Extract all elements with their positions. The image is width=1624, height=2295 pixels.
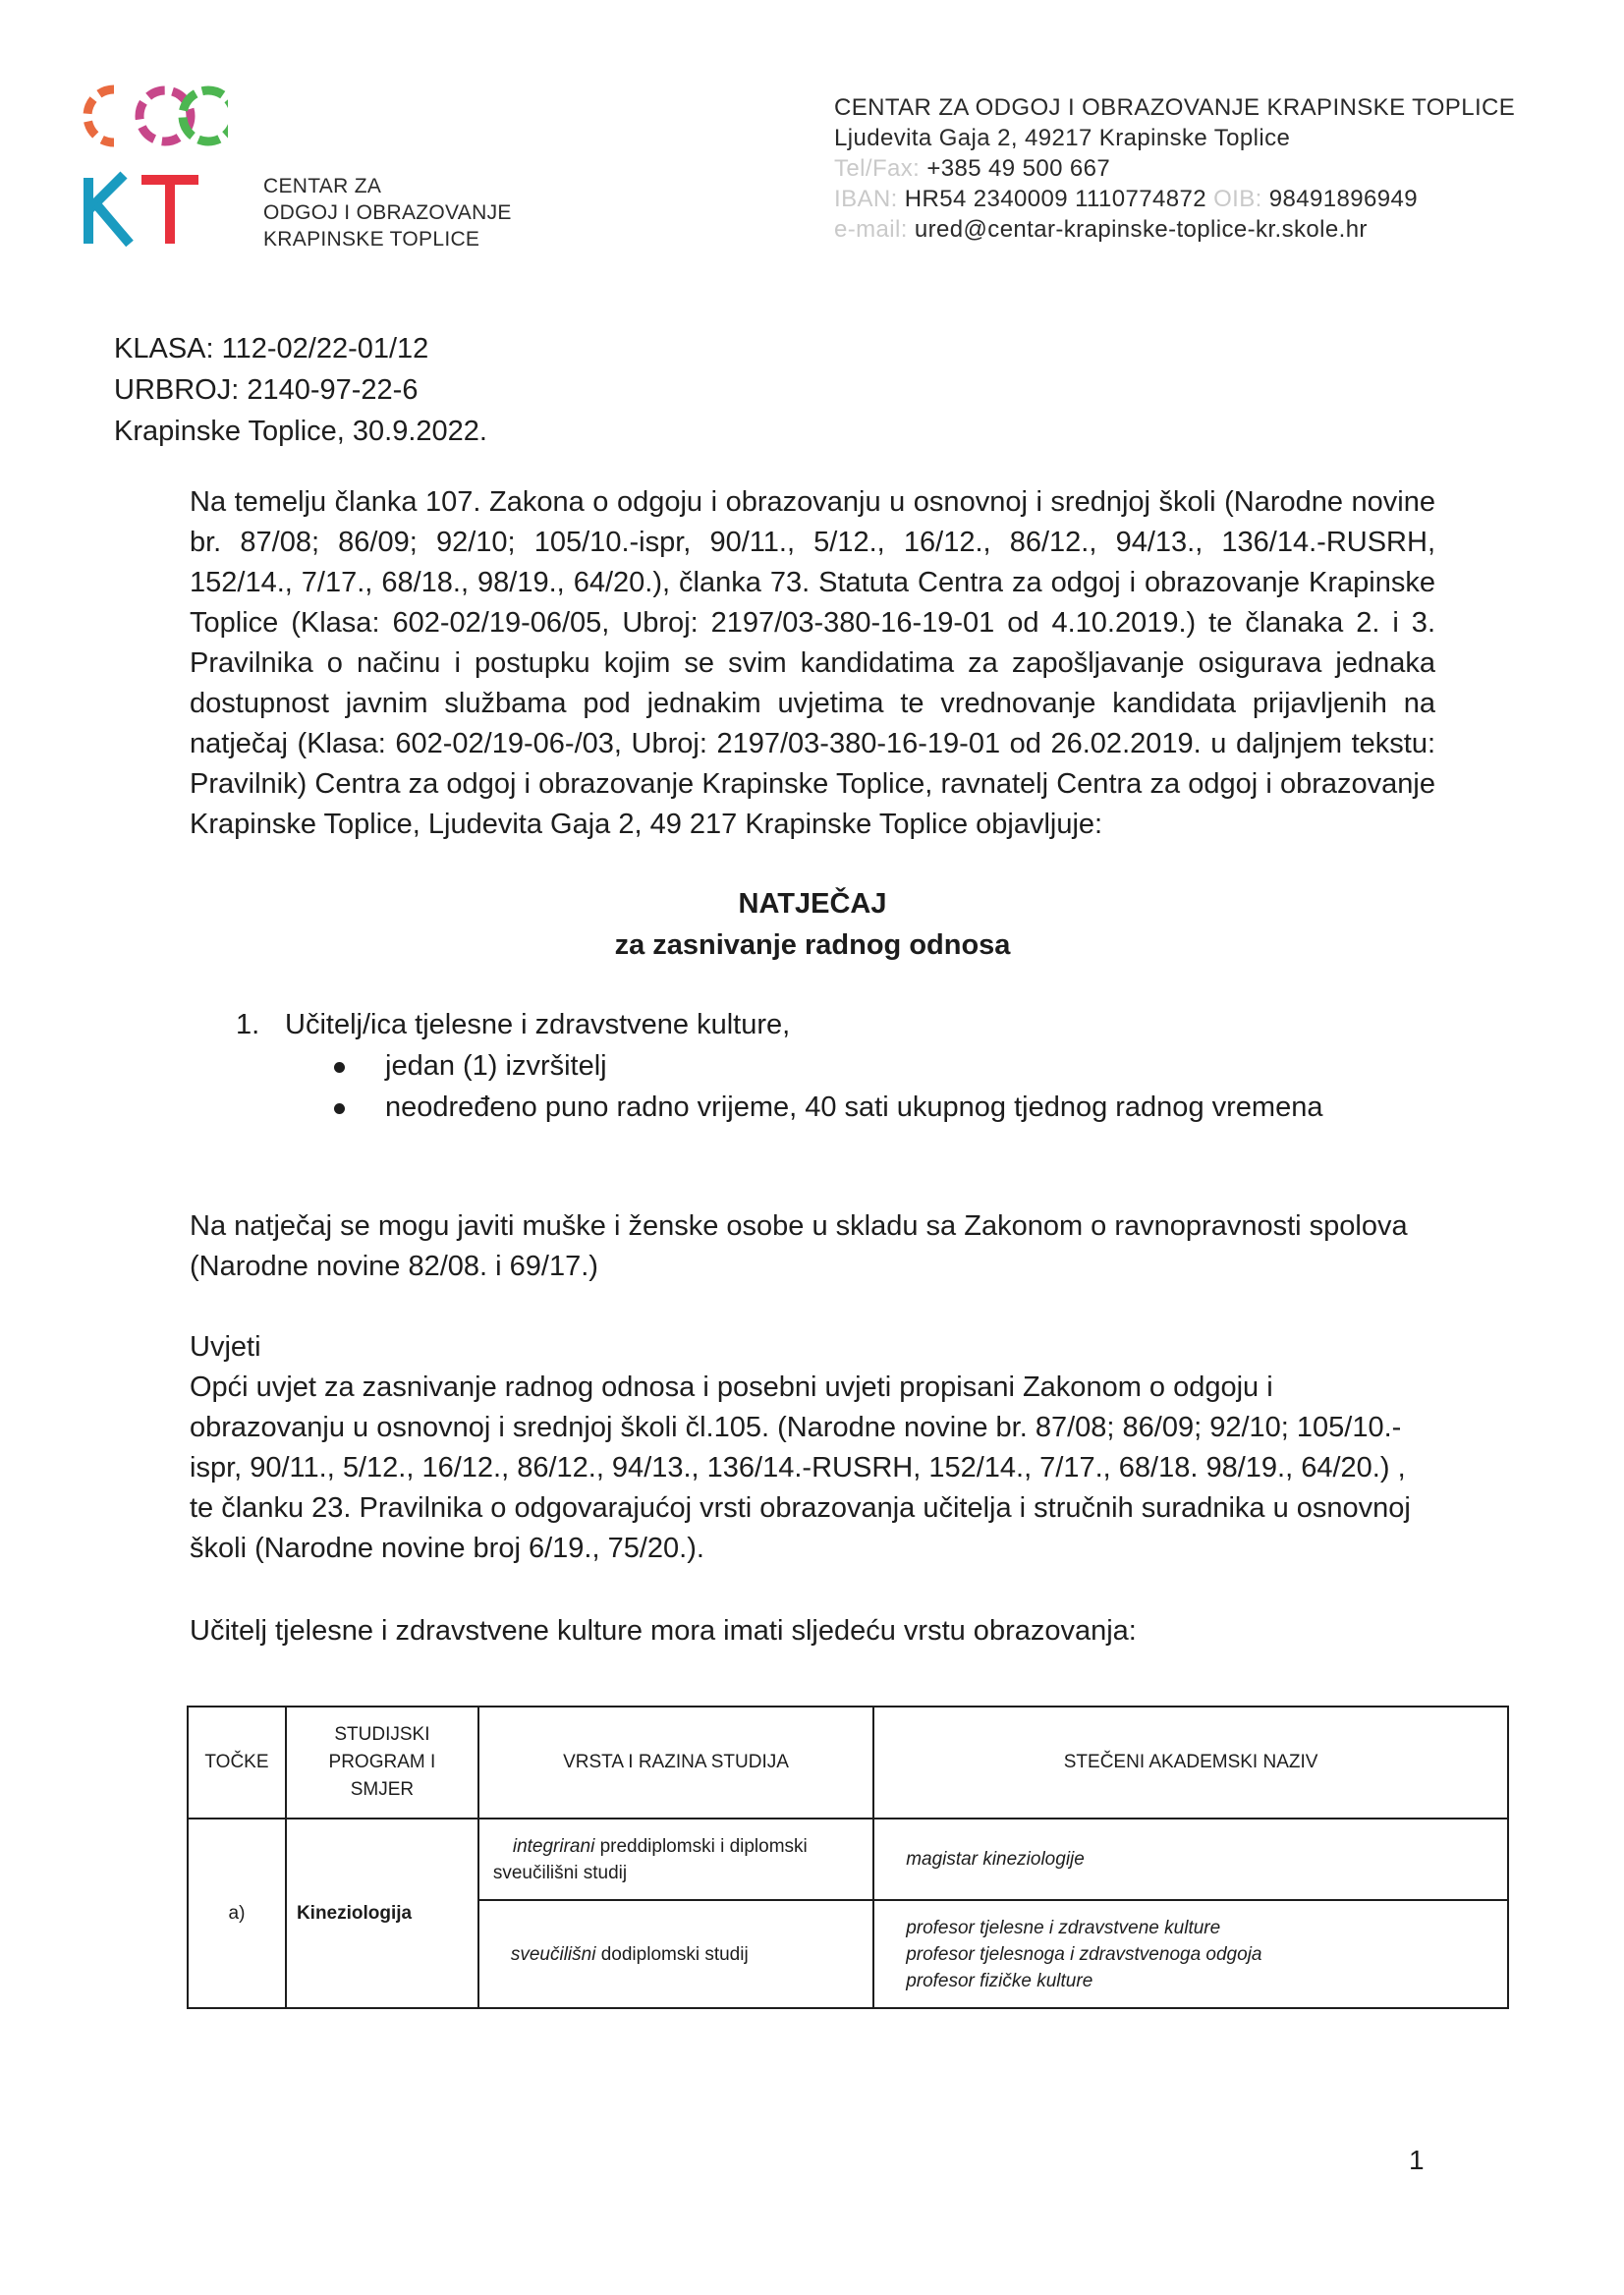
academic-title: profesor tjelesne i zdravstvene kulture [906, 1917, 1221, 1938]
logo-text-line: ODGOJ I OBRAZOVANJE [263, 201, 512, 224]
logo-text-line: CENTAR ZA [263, 175, 382, 197]
iban-line [834, 184, 1515, 214]
academic-title: profesor fizičke kulture [906, 1970, 1093, 1991]
logo-mark-icon [81, 84, 228, 252]
email-line [834, 214, 1515, 245]
study-type-rest: dodiplomski studij [595, 1943, 749, 1965]
title-cell [873, 1900, 1508, 2008]
page-number: 1 [1409, 2145, 1425, 2175]
table-header-row [188, 1707, 1508, 1819]
study-type-italic: sveučilišni [510, 1943, 596, 1965]
study-type-rest: preddiplomski i diplomski sveučilišni studij [492, 1835, 808, 1883]
bullet-icon [334, 1103, 345, 1114]
oib-label: OIB: [1213, 186, 1262, 212]
title-cell [873, 1819, 1508, 1900]
academic-title: profesor tjelesnoga i zdravstvenoga odgoja [906, 1943, 1262, 1965]
table-row [188, 1819, 1508, 1900]
document-title: NATJEČAJ [738, 888, 887, 920]
column-header: TOČKE [188, 1707, 286, 1819]
logo-text-line: KRAPINSKE TOPLICE [263, 228, 480, 251]
list-item [236, 1087, 1322, 1128]
equality-paragraph: Na natječaj se mogu javiti muške i ženske osobe u skladu sa Zakonom o ravnopravnosti spolova (Narodne novine 82/08. i 69/17.) [190, 1210, 1408, 1282]
email-label: e-mail: [834, 216, 908, 243]
phone-line [834, 153, 1515, 184]
column-header: STUDIJSKI PROGRAM I SMJER [286, 1707, 478, 1819]
bullet-text: jedan (1) izvršitelj [385, 1050, 607, 1082]
list-item [236, 1004, 1322, 1045]
logo [81, 84, 228, 252]
bullet-text: neodređeno puno radno vrijeme, 40 sati ukupnog tjednog radnog vremena [385, 1092, 1323, 1123]
place-date: Krapinske Toplice, 30.9.2022. [114, 416, 487, 447]
klasa: KLASA: 112-02/22-01/12 [114, 333, 429, 364]
list-number: 1. [236, 1009, 260, 1040]
education-table [187, 1706, 1509, 2009]
oib-value: 98491896949 [1268, 186, 1419, 212]
phone-value: +385 49 500 667 [926, 155, 1111, 182]
phone-label: Tel/Fax: [834, 155, 921, 182]
education-intro: Učitelj tjelesne i zdravstvene kulture mora imati sljedeću vrstu obrazovanja: [190, 1615, 1137, 1647]
institution-address: Ljudevita Gaja 2, 49217 Krapinske Toplice [834, 125, 1291, 151]
list-item [236, 1045, 1322, 1087]
study-cell [478, 1819, 873, 1900]
bullet-icon [334, 1062, 345, 1073]
iban-label: IBAN: [834, 186, 898, 212]
urbroj: URBROJ: 2140-97-22-6 [114, 374, 419, 406]
point-cell: a) [188, 1819, 286, 2008]
academic-title: magistar kineziologije [906, 1848, 1085, 1870]
column-header: STEČENI AKADEMSKI NAZIV [873, 1707, 1508, 1819]
position-name: Učitelj/ica tjelesne i zdravstvene kulture, [285, 1009, 791, 1040]
conditions-heading: Uvjeti [190, 1331, 261, 1363]
intro-paragraph: Na temelju članka 107. Zakona o odgoju i obrazovanju u osnovnoj i srednjoj školi (Narodne novine br. 87/08; 86/09; 92/10; 105/10.-ispr, 90/11., 5/12., 16/12., 86/12., 94/13., 136/14.-RUSRH, 152/14., 7/17., 68/18., 98/19., 64/20.), članka 73. Statuta Centra za odgoj i obrazovanje Krapinske Toplice (Klasa: 602-02/19-06/05, Ubroj: 2197/03-380-16-19-01 od 4.10.2019.) te članaka 2. i 3. Pravilnika o načinu i postupku kojim se svim kandidatima za zapošljavanje osigurava jednaka dostupnost javnim službama pod jednakim uvjetima te vrednovanje kandidata prijavljenih na natječaj (Klasa: 602-02/19-06-/03, Ubroj: 2197/03-380-16-19-01 od 26.02.2019. u daljnjem tekstu: Pravilnik) Centra za odgoj i obrazovanje Krapinske Toplice, ravnatelj Centra za odgoj i obrazovanje Krapinske Toplice, Ljudevita Gaja 2, 49 217 Krapinske Toplice objavljuje: [190, 486, 1435, 840]
logo-text [263, 173, 512, 252]
study-type-italic: integrirani [512, 1835, 595, 1857]
email-value[interactable]: ured@centar-krapinske-toplice-kr.skole.hr [914, 216, 1368, 243]
conditions-paragraph: Opći uvjet za zasnivanje radnog odnosa i posebni uvjeti propisani Zakonom o odgoju i obrazovanju u osnovnoj i srednjoj školi čl.105. (Narodne novine br. 87/08; 86/09; 92/10; 105/10.-ispr, 90/11., 5/12., 16/12., 86/12., 94/13., 136/14.-RUSRH, 152/14., 7/17., 68/18. 98/19., 64/20.) , te članku 23. Pravilnika o odgovarajućoj vrsti obrazovanja učitelja i stručnih suradnika u osnovnoj školi (Narodne novine broj 6/19., 75/20.). [190, 1371, 1411, 1564]
institution-name: CENTAR ZA ODGOJ I OBRAZOVANJE KRAPINSKE TOPLICE [834, 94, 1516, 121]
program-cell: Kineziologija [286, 1819, 478, 2008]
header-contact [834, 92, 1515, 245]
iban-value: HR54 2340009 1110774872 [904, 186, 1207, 212]
position-list [236, 1004, 1322, 1128]
study-cell [478, 1900, 873, 2008]
reference-block [114, 328, 487, 452]
column-header: VRSTA I RAZINA STUDIJA [478, 1707, 873, 1819]
document-subtitle: za zasnivanje radnog odnosa [614, 929, 1011, 961]
